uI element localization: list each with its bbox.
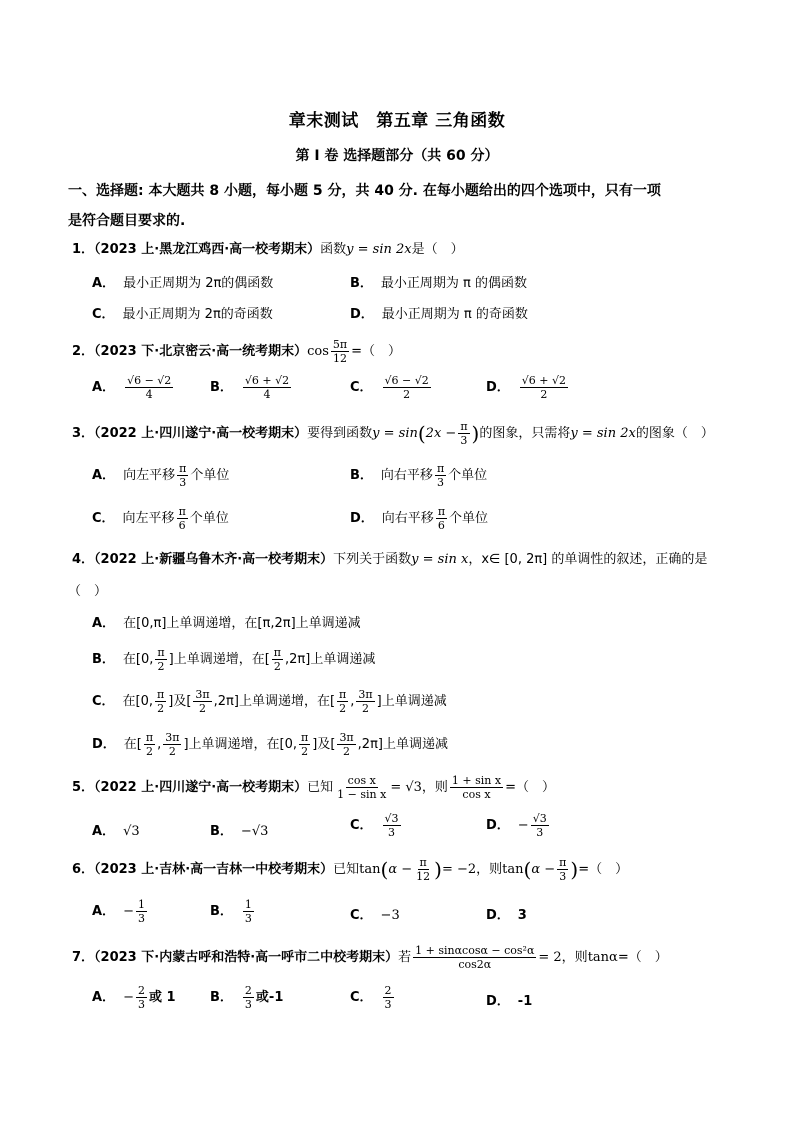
question-number: 2． bbox=[72, 344, 95, 359]
option-2d[interactable]: D． $\frac{√6 + √2}{2}$ bbox=[486, 374, 567, 401]
option-3d[interactable]: D． 向右平移 $\frac{\pi}{6}$ 个单位 bbox=[350, 505, 489, 532]
question-7: 7．（2023 下·内蒙古呼和浩特·高一呼市二中校考期末）若 $\frac{\text{1 + sinαcosα − cos²α}}{\cos 2\alpha}$ = 2，则tanα=（ ） bbox=[72, 944, 668, 971]
question-4-blank: （ ） bbox=[68, 584, 108, 599]
page-title: 章末测试 第五章 三角函数 bbox=[288, 111, 506, 131]
option-5b[interactable]: B． −√3 bbox=[210, 824, 269, 839]
question-number: 3． bbox=[72, 426, 95, 441]
question-text: 函数 bbox=[320, 242, 347, 257]
section-instructions bbox=[68, 176, 728, 236]
instructions-line-2: 是符合题目要求的. bbox=[68, 213, 186, 229]
question-6: 6．（2023 上·吉林·高一吉林一中校考期末）已知tan(α − $\frac{\pi}{12}$ )= −2，则tan(α − $\frac{\pi}{3}$ )=（ ） bbox=[72, 856, 629, 883]
question-2: 2．（2023 下·北京密云·高一统考期末）cos $\frac{5\pi}{12}$ =（ ） bbox=[72, 338, 402, 365]
option-7c[interactable]: C． $\frac{2}{3}$ bbox=[350, 984, 392, 1011]
option-6c[interactable]: C． −3 bbox=[350, 908, 400, 923]
option-3b[interactable]: B． 向右平移 $\frac{\pi}{3}$ 个单位 bbox=[350, 462, 488, 489]
option-5c[interactable]: C． $\frac{√3}{3}$ bbox=[350, 812, 399, 839]
question-text: 是（ ） bbox=[411, 242, 464, 257]
question-number: 1． bbox=[72, 242, 95, 257]
option-2a[interactable]: A． $\frac{√6 - √2}{4}$ bbox=[92, 374, 172, 401]
question-number: 5． bbox=[72, 780, 95, 795]
option-6d[interactable]: D． 3 bbox=[486, 908, 527, 923]
option-4d[interactable]: D． 在[ $\frac{\pi}{2}$ , $\frac{3\pi}{2}$ ]上单调递增，在[0, $\frac{\pi}{2}$ ]及[ $\frac{3\pi}{2}$ ,2π]上单调递减 bbox=[92, 731, 448, 758]
math-expression: y = sin 2x bbox=[346, 242, 412, 257]
option-6b[interactable]: B． $\frac{1}{3}$ bbox=[210, 898, 252, 925]
option-4b[interactable]: B． 在[0, $\frac{\pi}{2}$ ]上单调递增，在[ $\frac{\pi}{2}$ ,2π]上单调递减 bbox=[92, 646, 376, 673]
option-4c[interactable]: C． 在[0, $\frac{\pi}{2}$ ]及[ $\frac{3\pi}{2}$ ,2π]上单调递增，在[ $\frac{\pi}{2}$ , $\frac{3\pi}{2}$ ]上单调递减 bbox=[92, 688, 447, 715]
question-source: （2023 下·内蒙古呼和浩特·高一呼市二中校考期末） bbox=[94, 950, 399, 965]
question-number: 7． bbox=[72, 950, 95, 965]
fraction: $\frac{5\pi}{12}$ bbox=[332, 338, 348, 365]
question-5: 5．（2022 上·四川遂宁·高一校考期末）已知 $\frac{\text{cos x}}{\text{1 − sin x}}$ = √3，则 $\frac{\text{1 + sin x}}{\text{cos x}}$ =（ ） bbox=[72, 774, 555, 801]
option-2b[interactable]: B． $\frac{√6 + √2}{4}$ bbox=[210, 374, 290, 401]
question-source: （2022 上·新疆乌鲁木齐·高一校考期末） bbox=[94, 552, 334, 567]
option-1c[interactable]: C． 最小正周期为 2π的奇函数 bbox=[92, 307, 273, 322]
question-source: （2022 上·四川遂宁·高一校考期末） bbox=[94, 780, 308, 795]
question-number: 6． bbox=[72, 862, 95, 877]
option-4a[interactable]: A． 在[0,π]上单调递增，在[π,2π]上单调递减 bbox=[92, 616, 361, 631]
question-source: （2023 上·黑龙江鸡西·高一校考期末） bbox=[94, 242, 321, 257]
option-3c[interactable]: C． 向左平移 $\frac{\pi}{6}$ 个单位 bbox=[92, 505, 229, 532]
question-3: 3．（2022 上·四川遂宁·高一校考期末）要得到函数y = sin(2x − $\frac{\pi}{3}$ )的图象，只需将y = sin 2x的图象（ ） bbox=[72, 420, 714, 447]
option-7d[interactable]: D． -1 bbox=[486, 994, 533, 1009]
section-subtitle: 第 I 卷 选择题部分（共 60 分） bbox=[295, 148, 499, 164]
option-3a[interactable]: A． 向左平移 $\frac{\pi}{3}$ 个单位 bbox=[92, 462, 230, 489]
question-number: 4． bbox=[72, 552, 95, 567]
option-6a[interactable]: A． − $\frac{1}{3}$ bbox=[92, 898, 145, 925]
instructions-line-1: 一、选择题: 本大题共 8 小题，每小题 5 分，共 40 分. 在每小题给出的四个选项中，只有一项 bbox=[68, 183, 661, 199]
question-4: 4．（2022 上·新疆乌鲁木齐·高一校考期末）下列关于函数y = sin x，x∈ [0, 2π] 的单调性的叙述，正确的是 bbox=[72, 552, 708, 567]
question-1 bbox=[72, 238, 464, 257]
question-source: （2023 下·北京密云·高一统考期末） bbox=[94, 344, 308, 359]
question-source: （2022 上·四川遂宁·高一校考期末） bbox=[94, 426, 308, 441]
option-5a[interactable]: A． √3 bbox=[92, 824, 140, 839]
option-1d[interactable]: D． 最小正周期为 π 的奇函数 bbox=[350, 307, 528, 322]
option-7b[interactable]: B． $\frac{2}{3}$ 或-1 bbox=[210, 984, 284, 1011]
option-1a[interactable]: A． 最小正周期为 2π的偶函数 bbox=[92, 276, 274, 291]
option-7a[interactable]: A． − $\frac{2}{3}$ 或 1 bbox=[92, 984, 176, 1011]
option-2c[interactable]: C． $\frac{√6 - √2}{2}$ bbox=[350, 374, 429, 401]
question-source: （2023 上·吉林·高一吉林一中校考期末） bbox=[94, 862, 334, 877]
option-5d[interactable]: D． − $\frac{√3}{3}$ bbox=[486, 812, 547, 839]
option-1b[interactable]: B． 最小正周期为 π 的偶函数 bbox=[350, 276, 528, 291]
